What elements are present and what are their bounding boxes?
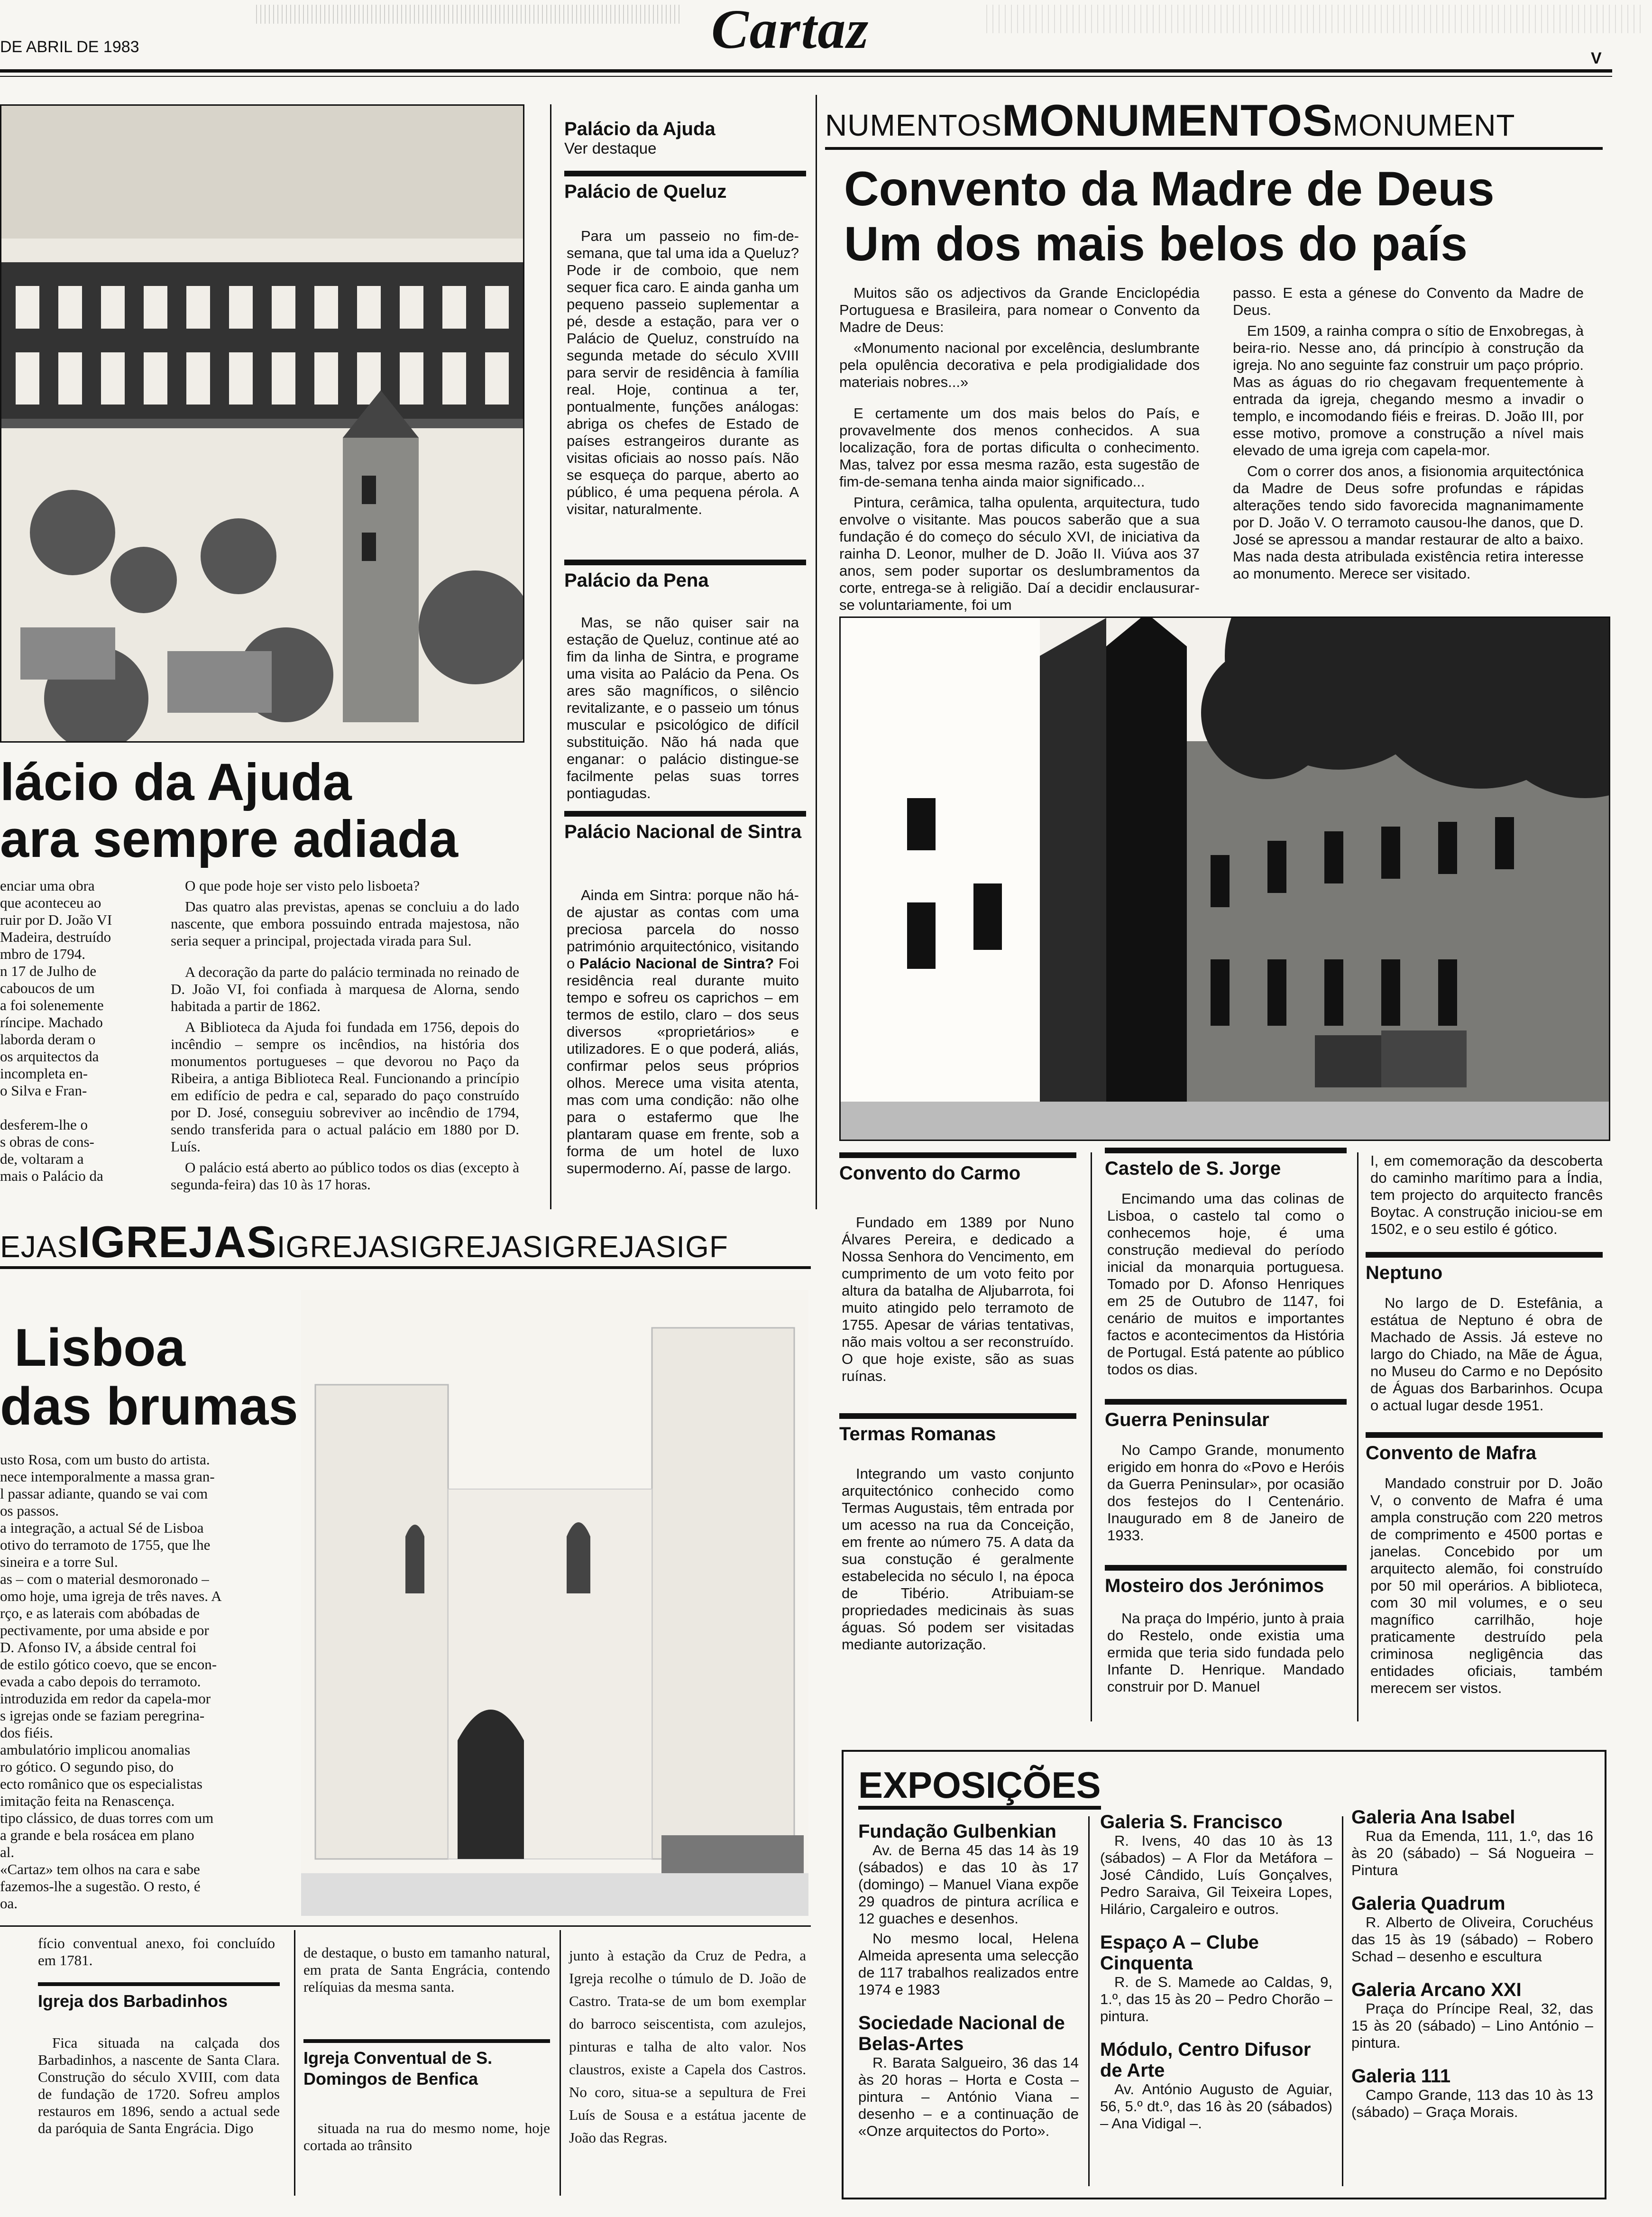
madre-deus-col2: passo. E esta a génese do Convento da Madre de Deus. Em 1509, a rainha compra o sítio de Enxobregas, à beira-rio. Nesse ano, dá princípio à construção da igreja. No ano seguinte faz construir um paço próprio. Mas as águas do rio chegavam frequentemente à entrada da igreja, chegando mesmo a invadir o templo, e incomodando fiéis e freiras. D. João III, por esse motivo, promove a construção a nível mais elevado de uma igreja com capela-mor. Com o correr dos anos, a fisionomia arquitectónica da Madre de Deus sofre profundas e rápidas alterações tendo sido favorecida magnanimamente por D. João V. O terramoto causou-lhe danos, que D. José se apressou a mandar restaurar de alto a baixo. Mas nada desta atribulada existência retira interesse ao monumento. Merece ser visitado. xyxy=(1233,285,1584,582)
carmo-section-title: Convento do Carmo xyxy=(839,1152,1076,1184)
sintra-section-title: Palácio Nacional de Sintra xyxy=(564,811,806,842)
jeronimos-section-title: Mosteiro dos Jerónimos xyxy=(1105,1565,1347,1596)
small-col-divider-2 xyxy=(1357,1152,1358,1721)
expo-quadrum-text: R. Alberto de Oliveira, Coruchéus das 15 às 19 (sábado) – Robero Schad – desenho e escultura xyxy=(1351,1914,1593,1965)
pena-section-title: Palácio da Pena xyxy=(564,560,806,591)
igrejas-col-divider-2 xyxy=(560,1930,561,2196)
igrejas-banner: EJASIGREJASIGREJASIGREJASIGREJASIGF xyxy=(0,1216,811,1269)
ajuda-col2: O que pode hoje ser visto pelo lisboeta? Das quatro alas previstas, apenas se concluiu a do lado nascente, que embora possuindo entrada majestosa, não seria sequer a principal, projectada virada para Sul. A decoração da parte do palácio terminada no reinado de D. João VI, foi confiada à marquesa de Alorna, sendo habitada a partir de 1862. A Biblioteca da Ajuda foi fundada em 1756, depois do incêndio – sempre os incêndios, na história dos monumentos portugueses – que devorou no Paço da Ribeira, a antiga Biblioteca Real. Funcionando a princípio em edifício de pedra e cal, separado do paço construído por D. José, conseguiu sobreviver ao incêndio de 1794, sendo transferida para o actual palácio em 1880 por D. Luís. O palácio está aberto ao público todos os dias (excepto à segunda-feira) das 10 às 17 horas. xyxy=(171,877,519,1193)
expo-espaco-a-text: R. de S. Mamede ao Caldas, 9, 1.º, das 15 às 20 – Pedro Chorão – pintura. xyxy=(1100,1974,1332,2024)
sintra-text: Ainda em Sintra: porque não há-de ajustar as contas com uma preciosa parcela do nosso património arquitectónico, visitando o Palácio Nacional de Sintra? Foi residência real durante muito tempo e sofreu os caprichos – em termos de estilo, claro – dos seus diversos «proprietários» e utilizadores. E o que poderá, aliás, confirmar pelos seus próprios olhos. Merece uma visita atenta, mas com uma condição: não olhe para o estafermo que lhe plantaram quase em frente, sob a forma de um hotel de luxo supermoderno. Aí, passe de largo. xyxy=(567,887,799,1177)
expo-quadrum-name: Galeria Quadrum xyxy=(1351,1893,1505,1914)
mafra-section-title: Convento de Mafra xyxy=(1366,1432,1603,1463)
cartaz-logo: Cartaz xyxy=(711,0,870,60)
termas-text: Integrando um vasto conjunto arquitectónico conhecido como Termas Augustais, têm entrada por um acesso na rua da Conceição, em frente ao número 75. A data da sua constução é geralmente estabelecida no século I, na época de Tibério. Atribuiam-se propriedades medicinais às suas águas. Só podem ser visitadas mediante autorização. xyxy=(842,1465,1074,1653)
benfica-section-title: Igreja Conventual de S. Domingos de Benfica xyxy=(303,2039,550,2089)
barbadinhos-text: Fica situada na calçada dos Barbadinhos, a nascente de Santa Clara. Construção do século XVIII, com data de fundação de 1720. Sofreu amplos restauros em 1896, sendo a actual sede da paróquia de Santa Engrácia. Digo xyxy=(38,2034,280,2136)
cruz-de-pedra-text: junto à estação da Cruz de Pedra, a Igreja recolhe o túmulo de D. João de Castro. Trata-se de um bom exemplar do barroco seiscentista, com azulejos, pinturas e talha de alto valor. Nos claustros, existe a Capela dos Castros. No coro, situa-se a sepultura de Frei Luís de Sousa e a estátua jacente de João das Regras. xyxy=(569,1947,806,2146)
expo-sfrancisco-name: Galeria S. Francisco xyxy=(1100,1812,1283,1832)
madre-deus-headline-2: Um dos mais belos do país xyxy=(844,217,1468,271)
monumentos-banner: NUMENTOSMONUMENTOSMONUMENT xyxy=(825,95,1603,150)
ajuda-col1: enciar uma obra que aconteceu ao ruir por D. João VI Madeira, destruído mbro de 1794. n 17 de Julho de caboucos de um a foi solenemente ríncipe. Machado laborda deram o os arquitectos da incompleta en- o Silva e Fran- desferem-lhe o s obras de cons- de, voltaram a mais o Palácio da xyxy=(0,877,112,1184)
barbadinhos-section-title: Igreja dos Barbadinhos xyxy=(38,1982,280,2012)
expo-ana-isabel-name: Galeria Ana Isabel xyxy=(1351,1807,1515,1828)
expo-col3 xyxy=(1351,1807,1593,2135)
monumentos-col-divider xyxy=(816,95,817,1209)
expo-gulbenkian-text: Av. de Berna 45 das 14 às 19 (sábados) e das 10 às 17 (domingo) – Manuel Viana expõe 29 quadros de pintura acrílica e 12 guaches e desenhos. xyxy=(858,1842,1079,1927)
masthead-noise-right xyxy=(986,5,1641,33)
expo-col1 xyxy=(858,1821,1079,2154)
expo-col2 xyxy=(1100,1812,1332,2146)
expo-arcano-name: Galeria Arcano XXI xyxy=(1351,1979,1522,2000)
madre-deus-photo xyxy=(839,616,1610,1141)
ajuda-photo xyxy=(0,104,524,743)
ajuda-headline-2: ara sempre adiada xyxy=(0,810,459,868)
expo-sociedade-text: R. Barata Salgueiro, 36 das 14 às 20 horas – Horta e Costa – pintura – António Viana – desenho – e a continuação de «Onze arquitectos do Porto». xyxy=(858,2054,1079,2139)
carmo-text: Fundado em 1389 por Nuno Álvares Pereira, e dedicado a Nossa Senhora do Vencimento, em cumprimento de um voto feito por altura da batalha de Aljubarrota, foi muito atingido pelo terramoto de 1755. Apesar de várias tentativas, não mais voltou a ser reconstruído. O que hoje existe, são as suas ruínas. xyxy=(842,1214,1074,1384)
header-rule xyxy=(0,69,1612,73)
lisboa-col1-tail: fício conventual anexo, foi concluído em 1781. xyxy=(38,1935,275,1969)
termas-section-title: Termas Romanas xyxy=(839,1413,1076,1444)
engracia-text: de destaque, o busto em tamanho natural, em prata de Santa Engrácia, contendo relíquias da mesma santa. xyxy=(303,1944,550,1995)
masthead-noise xyxy=(256,5,683,24)
ajuda-headline-1: lácio da Ajuda xyxy=(0,753,352,811)
lisboa-headline-1: Lisboa xyxy=(14,1318,185,1377)
benfica-text: situada na rua do mesmo nome, hoje cortada ao trânsito xyxy=(303,2120,550,2153)
guerra-text: No Campo Grande, monumento erigido em honra do «Povo e Heróis da Guerra Peninsular», por ocasião dos festejos do I Centenário. Inaugurado em 8 de Janeiro de 1933. xyxy=(1107,1442,1344,1544)
queluz-text: Para um passeio no fim-de-semana, que tal uma ida a Queluz? Pode ir de comboio, que nem sequer fica caro. E ainda ganha um pequeno passeio suplementar a pé, desde a estação, para ver o Palácio de Queluz, construído na segunda metade do século XVIII para servir de residência à família real. Hoje, continua a ter, pontualmente, funções análogas: abriga os chefes de Estado de países estrangeiros durante as visitas oficiais ao nosso país. Não se esqueça do parque, aberto ao público, é uma pequena pérola. A visitar, naturalmente. xyxy=(567,228,799,517)
lisboa-col1: usto Rosa, com um busto do artista. nece intemporalmente a massa gran- l passar adiante, quando se vai com os passos. a integração, a actual Sé de Lisboa otivo do terramoto de 1755, que lhe sineira e a torre Sul. as – com o material desmoronado – omo hoje, uma igreja de três naves. A rço, e as laterais com abóbadas de pectivamente, por uma abside e por D. Afonso IV, a ábside central foi de estilo gótico coevo, que se encon- evada a cabo depois do terramoto. introduzida em redor da capela-mor s igrejas onde se faziam peregrina- dos fiéis. ambulatório implicou anomalias ro gótico. O segundo piso, do ecto românico que os especialistas imitação feita na Renascença. tipo clássico, de duas torres com um a grande e bela rosácea em plano al. «Cartaz» tem olhos na cara e sabe fazemos-lhe a sugestão. O resto, é oa. xyxy=(0,1451,222,1912)
igrejas-bottom-rule xyxy=(0,1925,811,1927)
pena-text: Mas, se não quiser sair na estação de Queluz, continue até ao fim da linha de Sintra, e programe uma visita ao Palácio da Pena. Os ares são magníficos, o silêncio revitalizante, e o passeio um tónus muscular e psicológico de difícil substituição. Não há nada que enganar: o palácio distingue-se facilmente pelas suas torres pontiagudas. xyxy=(567,614,799,801)
expo-arcano-text: Praça do Príncipe Real, 32, das 15 às 20 (sábado) – Lino António – pintura. xyxy=(1351,2000,1593,2051)
expo-gulbenkian-name: Fundação Gulbenkian xyxy=(858,1821,1056,1842)
neptuno-section-title: Neptuno xyxy=(1366,1252,1603,1283)
expo-sfrancisco-text: R. Ivens, 40 das 10 às 13 (sábados) – A Flor da Metáfora – José Cândido, Luís Gonçalves, Pedro Saraiva, Gil Teixeira Lopes, Hilário, Cargaleiro e outros. xyxy=(1100,1832,1332,1917)
jeronimos-continued: I, em comemoração da descoberta do caminho marítimo para a Índia, tem projecto do arquitecto francês Boytac. A construção iniciou-se em 1502, e o seu estilo é gótico. xyxy=(1370,1152,1603,1237)
madre-deus-col1: Muitos são os adjectivos da Grande Enciclopédia Portuguesa e Brasileira, para nomear o Convento da Madre de Deus: «Monumento nacional por excelência, deslumbrante pela opulência decorativa e pela prodigialidade dos materiais nobres...» E certamente um dos mais belos do País, e provavelmente dos menos conhecidos. A sua localização, fora de portas dificulta o conhecimento. Mas, talvez por essa mesma razão, esta sugestão de fim-de-semana tenha ainda maior significado... Pintura, cerâmica, talha opulenta, arquitectura, tudo envolve o visitante. Mas poucos saberão que a sua fundação é do começo do século XVI, de iniciativa da rainha D. Leonor, mulher de D. João II. Viúva aos 37 anos, sem poder suportar os deslumbramentos da corte, entrega-se à religião. Daí a decidir enclausurar-se voluntariamente, foi um xyxy=(839,285,1200,613)
lisboa-headline-2: das brumas xyxy=(0,1377,298,1436)
expo-espaco-a-name: Espaço A – Clube Cinquenta xyxy=(1100,1932,1259,1974)
jorge-section-title: Castelo de S. Jorge xyxy=(1105,1148,1347,1179)
jorge-text: Encimando uma das colinas de Lisboa, o castelo tal como o conhecemos hoje, é uma construção medieval do período inicial da monarquia portuguesa. Tomado por D. Afonso Henriques em 25 de Outubro de 1147, foi cenário de muitos e importantes factos e acontecimentos da História de Portugal. Está patente ao público todos os dias. xyxy=(1107,1190,1344,1378)
queluz-section-title: Palácio de Queluz xyxy=(564,171,806,202)
neptuno-text: No largo de D. Estefânia, a estátua de Neptuno é obra de Machado de Assis. Já esteve no largo do Chiado, na Mãe de Água, no Museu do Carmo e no Depósito de Águas dos Barbarinhos. Ocupa o actual lugar desde 1951. xyxy=(1370,1295,1603,1414)
igrejas-col-divider-1 xyxy=(294,1930,295,2196)
expo-gulbenkian-extra: No mesmo local, Helena Almeida apresenta uma selecção de 117 trabalhos realizados entre 1974 e 1983 xyxy=(858,1930,1079,1998)
ajuda-section-title: Palácio da Ajuda Ver destaque xyxy=(564,119,716,157)
se-lisboa-photo xyxy=(301,1290,808,1916)
jeronimos-text: Na praça do Império, junto à praia do Restelo, onde existia uma ermida que teria sido fundada pelo Infante D. Henrique. Mandado construir por D. Manuel xyxy=(1107,1610,1344,1695)
expo-modulo-text: Av. António Augusto de Aguiar, 56, 5.º dt.º, das 16 às 20 (sábados) – Ana Vidigal –. xyxy=(1100,2081,1332,2132)
expo-divider-2 xyxy=(1342,1816,1343,2186)
exposicoes-title: EXPOSIÇÕES xyxy=(858,1764,1101,1810)
madre-deus-headline-1: Convento da Madre de Deus xyxy=(844,162,1495,216)
expo-galeria111-text: Campo Grande, 113 das 10 às 13 (sábado) – Graça Morais. xyxy=(1351,2087,1593,2120)
small-col-divider-1 xyxy=(1091,1152,1092,1721)
expo-divider-1 xyxy=(1088,1816,1090,2186)
expo-galeria111-name: Galeria 111 xyxy=(1351,2066,1451,2087)
header-rule-thin xyxy=(0,76,1612,77)
expo-sociedade-name: Sociedade Nacional de Belas-Artes xyxy=(858,2013,1065,2054)
expo-ana-isabel-text: Rua da Emenda, 111, 1.º, das 16 às 20 (sábado) – Sá Nogueira – Pintura xyxy=(1351,1828,1593,1878)
middle-col-divider xyxy=(550,104,551,1209)
mafra-text: Mandado construir por D. João V, o convento de Mafra é uma ampla construção com 220 metros de comprimento e 4500 portas e janelas. Concebido por um arquitecto alemão, foi construído por 50 mil operários. A biblioteca, com 30 mil volumes, e o seu magnífico carrilhão, hoje praticamente destruído pela criminosa negligência das entidades oficiais, também merecem ser vistos. xyxy=(1370,1475,1603,1696)
guerra-section-title: Guerra Peninsular xyxy=(1105,1399,1347,1430)
header-date: DE ABRIL DE 1983 xyxy=(0,38,139,56)
expo-modulo-name: Módulo, Centro Difusor de Arte xyxy=(1100,2039,1311,2081)
page-number: V xyxy=(1591,49,1602,67)
